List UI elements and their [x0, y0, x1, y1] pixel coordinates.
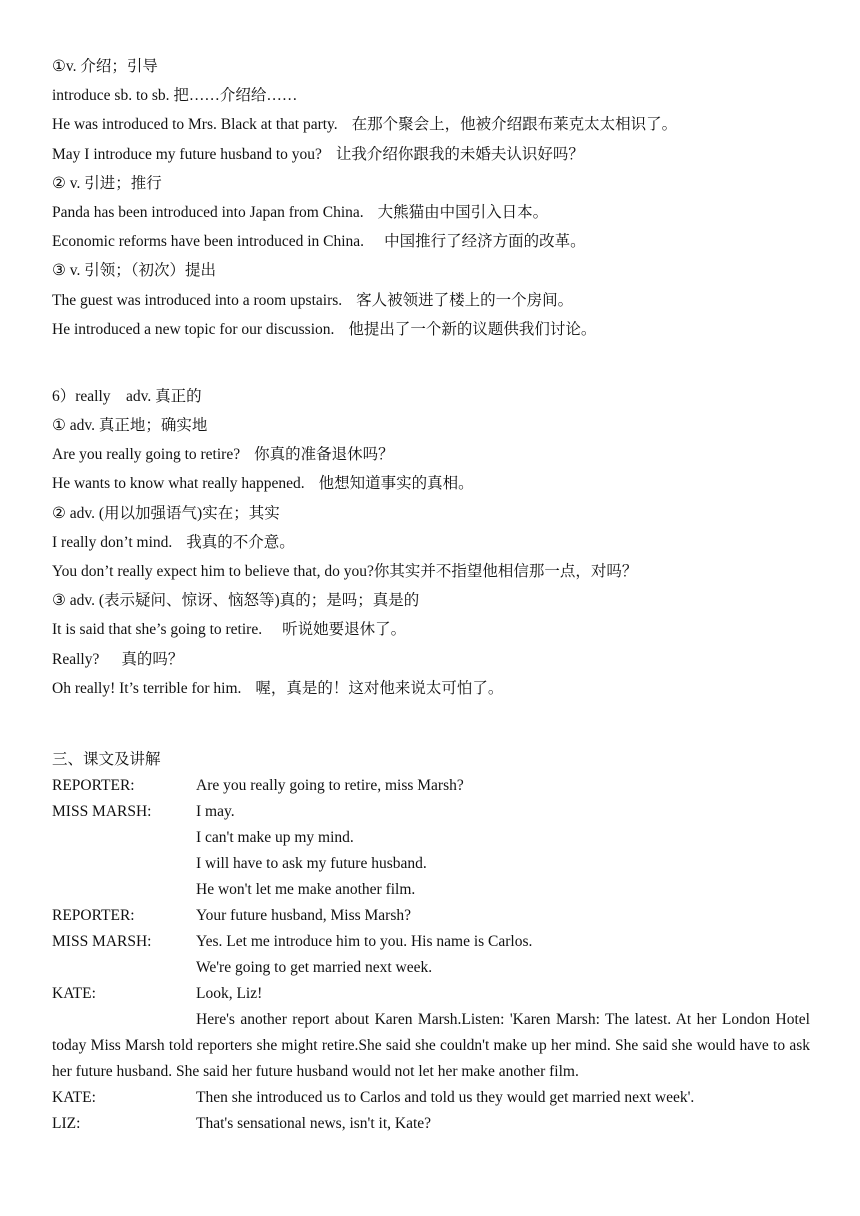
example-line [52, 645, 860, 674]
word-heading: 6）really adv. 真正的 [52, 387, 202, 405]
example-zh: 客人被领进了楼上的一个房间。 [356, 291, 574, 309]
example-en: I really don’t mind. [52, 533, 173, 551]
speaker-label: LIZ: [52, 1114, 81, 1132]
utterance: That's sensational news, isn't it, Kate? [196, 1114, 432, 1132]
utterance: Look, Liz! [196, 984, 263, 1002]
example-line [52, 315, 860, 344]
example-en: May I introduce my future husband to you? [52, 145, 322, 163]
example-line [52, 674, 860, 703]
example-en: It is said that she’s going to retire. [52, 621, 263, 639]
example-line [52, 227, 860, 256]
example-zh: 让我介绍你跟我的未婚夫认识好吗？ [335, 145, 584, 163]
example-en: The guest was introduced into a room upstairs. [52, 291, 343, 309]
utterance: Then she introduced us to Carlos and told us they would get married next week'. [196, 1088, 695, 1106]
example-en: Really? [52, 650, 100, 668]
example-en: Are you really going to retire? [52, 446, 241, 464]
example-zh: 中国推行了经济方面的改革。 [384, 233, 586, 251]
utterance: I may. [196, 802, 235, 820]
example-line [52, 198, 860, 227]
example-zh: 我真的不介意。 [186, 533, 295, 551]
example-en: Economic reforms have been introduced in China. [52, 233, 365, 251]
example-zh: 你真的准备退休吗？ [254, 446, 394, 464]
dialogue-line [52, 1085, 860, 1111]
sense-heading: ③ v. 引领；（初次）提出 [52, 262, 217, 280]
example-zh: 在那个聚会上，他被介绍跟布莱克太太相识了。 [351, 116, 678, 134]
phrase-line: introduce sb. to sb. 把……介绍给…… [52, 87, 298, 105]
dialogue-line [52, 955, 860, 981]
example-en: He wants to know what really happened. [52, 475, 305, 493]
speaker-label: KATE: [52, 984, 96, 1002]
dialogue-line [52, 929, 860, 955]
example-line [52, 440, 860, 469]
dialogue-line [52, 981, 860, 1007]
speaker-label: REPORTER: [52, 776, 135, 794]
example-zh: 真的吗？ [121, 650, 184, 668]
example-line [52, 615, 860, 644]
example-zh: 他提出了一个新的议题供我们讨论。 [348, 320, 597, 338]
speaker-label [52, 877, 196, 903]
utterance: We're going to get married next week. [196, 958, 433, 976]
speaker-label: REPORTER: [52, 906, 135, 924]
example-zh: 他想知道事实的真相。 [318, 475, 474, 493]
speaker-label [52, 955, 196, 981]
utterance: Are you really going to retire, miss Marsh? [196, 776, 464, 794]
utterance: Your future husband, Miss Marsh? [196, 906, 411, 924]
dialogue-line [52, 799, 860, 825]
sense-heading: ③ adv. (表示疑问、惊讶、恼怒等)真的；是吗；真是的 [52, 592, 420, 610]
speaker-label: KATE: [52, 1088, 96, 1106]
example-line [52, 140, 860, 169]
utterance: Yes. Let me introduce him to you. His name is Carlos. [196, 932, 533, 950]
spacer [52, 703, 860, 747]
dialogue-line [52, 903, 860, 929]
example-line [52, 110, 860, 139]
example-zh: 喔，真是的！这对他来说太可怕了。 [255, 679, 504, 697]
speaker-label: MISS MARSH: [52, 932, 152, 950]
example-en: He introduced a new topic for our discussion. [52, 320, 335, 338]
example-zh: 听说她要退休了。 [282, 621, 407, 639]
section-heading: 三、课文及讲解 [52, 750, 161, 768]
example-line: You don’t really expect him to believe that, do you?你其实并不指望他相信那一点，对吗？ [52, 563, 638, 580]
sense-heading: ①v. 介绍；引导 [52, 58, 158, 75]
dialogue-line [52, 773, 860, 799]
speaker-label [52, 851, 196, 877]
report-paragraph: Here's another report about Karen Marsh.Listen: 'Karen Marsh: The latest. At her London Hotel today Miss Marsh told reporters she might retire.She said she couldn't make up her mind. She said she would have to ask her future husband. She said her future husband would not let her make another film. [52, 1010, 810, 1080]
speaker-label: MISS MARSH: [52, 802, 152, 820]
example-zh: 大熊猫由中国引入日本。 [377, 203, 549, 221]
dialogue-line [52, 825, 860, 851]
spacer [52, 344, 860, 382]
utterance: I will have to ask my future husband. [196, 854, 427, 872]
utterance: I can't make up my mind. [196, 828, 354, 846]
text-section [52, 747, 860, 1137]
really-section [52, 382, 860, 703]
example-line [52, 469, 860, 498]
dialogue-block [52, 1085, 860, 1137]
speaker-label [52, 825, 196, 851]
example-en: He was introduced to Mrs. Black at that party. [52, 116, 338, 134]
sense-heading: ② adv. (用以加强语气)实在；其实 [52, 504, 280, 522]
dialogue-line [52, 877, 860, 903]
introduce-section [52, 52, 860, 344]
dialogue-line [52, 851, 860, 877]
dialogue-line [52, 1111, 860, 1137]
example-en: Oh really! It’s terrible for him. [52, 679, 242, 697]
utterance: He won't let me make another film. [196, 880, 416, 898]
example-line [52, 286, 860, 315]
sense-heading: ② v. 引进；推行 [52, 174, 162, 192]
example-en: Panda has been introduced into Japan from China. [52, 203, 364, 221]
sense-heading: ① adv. 真正地；确实地 [52, 417, 208, 435]
dialogue-block [52, 773, 860, 1007]
example-line [52, 528, 860, 557]
